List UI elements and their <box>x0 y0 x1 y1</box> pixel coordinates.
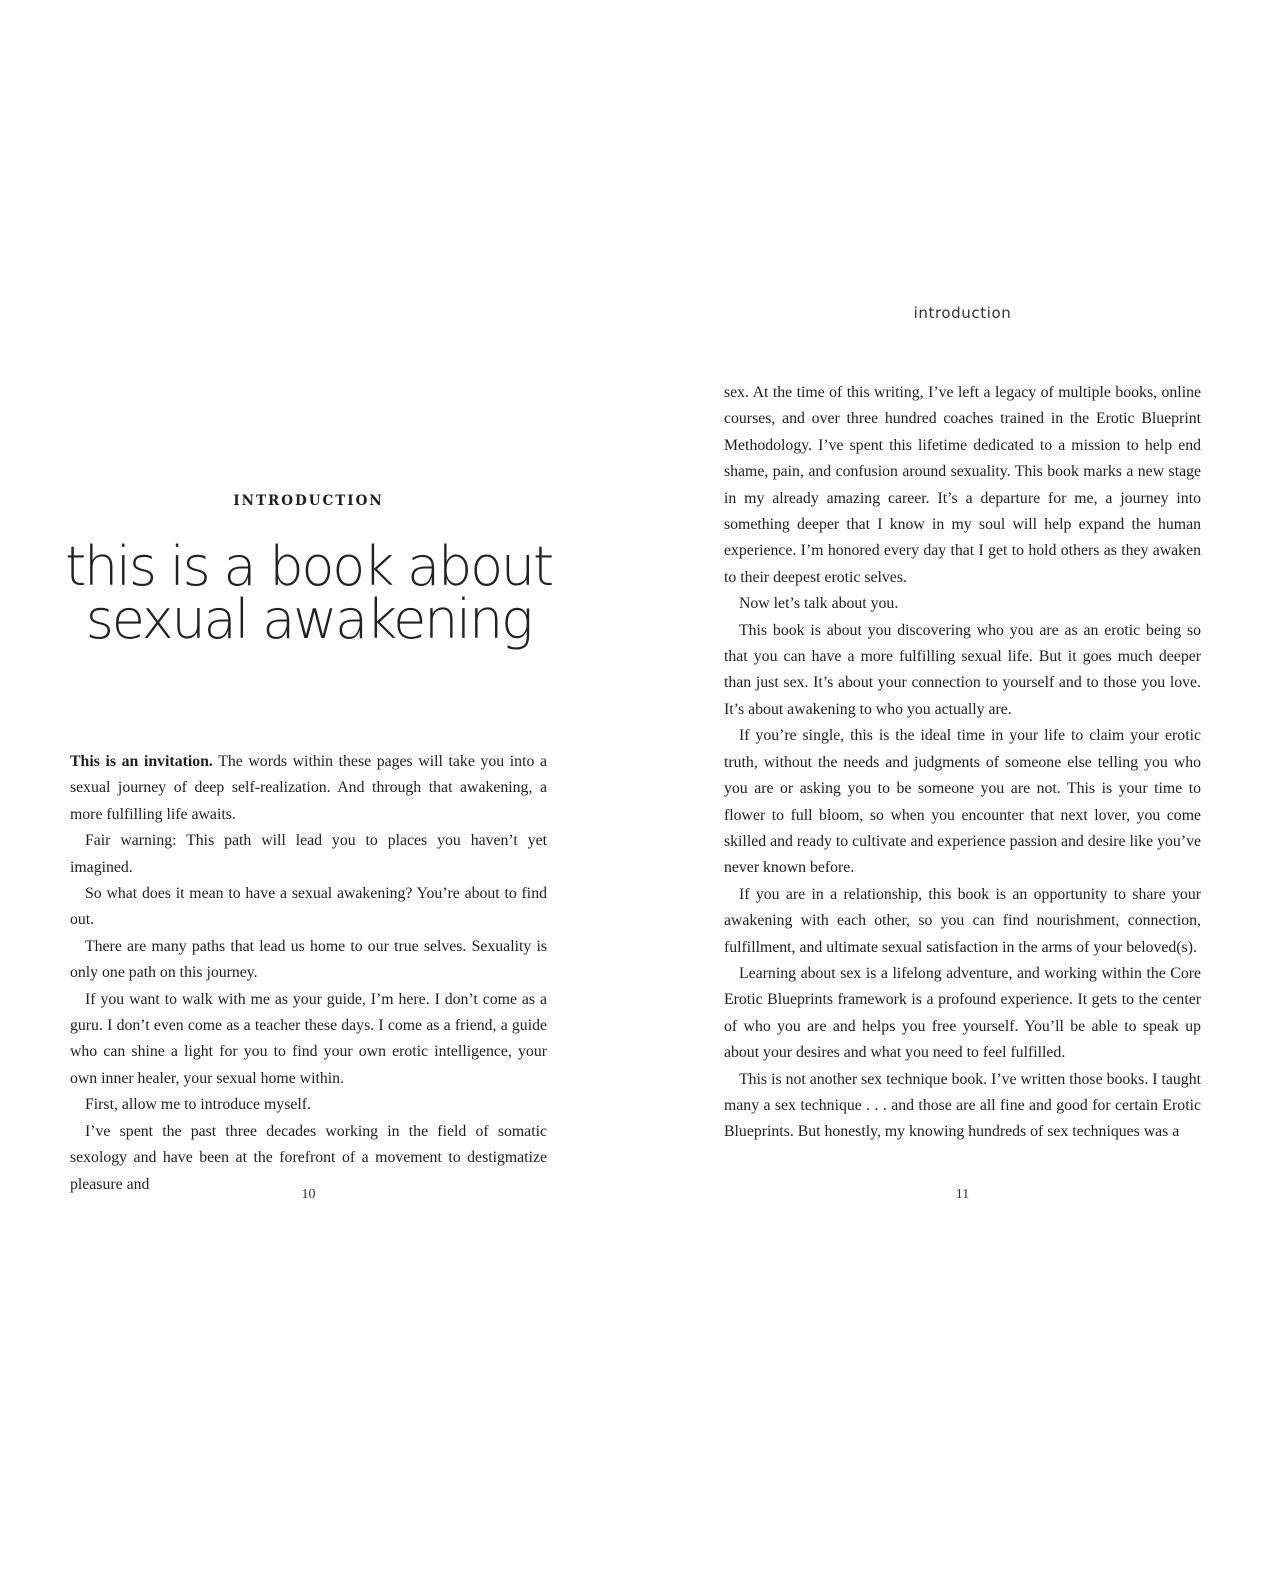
paragraph: This is not another sex technique book. I’ve written those books. I taught many a sex technique . . . and those are all fine and good for certain Erotic Blueprints. But honestly, my knowing hundreds of sex techniques was a <box>724 1070 1201 1141</box>
paragraph: There are many paths that lead us home to our true selves. Sexuality is only one path on this journey. <box>70 937 547 982</box>
paragraph: sex. At the time of this writing, I’ve left a legacy of multiple books, online courses, and over three hundred coaches trained in the Erotic Blueprint Methodology. I’ve spent this lifetime dedicated to a mission to help end shame, pain, and confusion around sexuality. This book marks a new stage in my already amazing career. It’s a departure for me, a journey into something deeper that I know in my soul will help expand the human experience. I’m honored every day that I get to hold others as they awaken to their deepest erotic selves. <box>724 384 1201 586</box>
left-page <box>0 0 637 1575</box>
paragraph: Fair warning: This path will lead you to places you haven’t yet imagined. <box>70 832 547 876</box>
chapter-title-line-2: sexual awakening <box>85 588 532 651</box>
paragraph: Now let’s talk about you. <box>739 595 899 613</box>
lead-in: This is an invitation. <box>70 753 213 770</box>
chapter-title <box>40 535 577 651</box>
paragraph: First, allow me to introduce myself. <box>85 1096 311 1114</box>
paragraph: So what does it mean to have a sexual awakening? You’re about to find out. <box>70 885 547 929</box>
paragraph: If you’re single, this is the ideal time in your life to claim your erotic truth, without the needs and judgments of someone else telling you who you are or asking you to be someone you are not. This is your time to flower to full bloom, so when you encounter that next lover, you come skilled and ready to cultivate and experience passion and desire like you’ve never known before. <box>724 727 1201 877</box>
paragraph: Learning about sex is a lifelong adventure, and working within the Core Erotic Blueprints framework is a profound experience. It gets to the center of who you are and helps you free yourself. You’ll be able to speak up about your desires and what you need to feel fulfilled. <box>724 964 1201 1062</box>
page-number: 10 <box>301 1187 316 1202</box>
chapter-label: INTRODUCTION <box>233 493 384 509</box>
paragraph-text: The words within these pages will take you into a sexual journey of deep self-realization. And through that awakening, a more fulfilling life awaits. <box>70 753 547 823</box>
left-body-text <box>70 749 547 1198</box>
right-body-text <box>724 380 1201 1146</box>
paragraph: This book is about you discovering who you are as an erotic being so that you can have a more fulfilling sexual life. But it goes much deeper than just sex. It’s about your connection to yourself and to those you love. It’s about awakening to who you actually are. <box>724 621 1201 718</box>
paragraph: I’ve spent the past three decades working in the field of somatic sexology and have been at the forefront of a movement to destigmatize pleasure and <box>70 1122 547 1193</box>
paragraph: If you are in a relationship, this book is an opportunity to share your awakening with each other, so you can find nourishment, connection, fulfillment, and ultimate sexual satisfaction in the arms of your beloved(s). <box>724 885 1201 956</box>
chapter-title-line-1: this is a book about <box>65 535 552 598</box>
page-number: 11 <box>955 1187 970 1202</box>
running-head: introduction <box>913 304 1012 322</box>
paragraph: If you want to walk with me as your guide, I’m here. I don’t come as a guru. I don’t even come as a teacher these days. I come as a friend, a guide who can shine a light for you to find your own erotic intelligence, your own inner healer, your sexual home within. <box>70 990 547 1087</box>
right-page <box>637 0 1275 1575</box>
paragraph <box>70 749 547 828</box>
